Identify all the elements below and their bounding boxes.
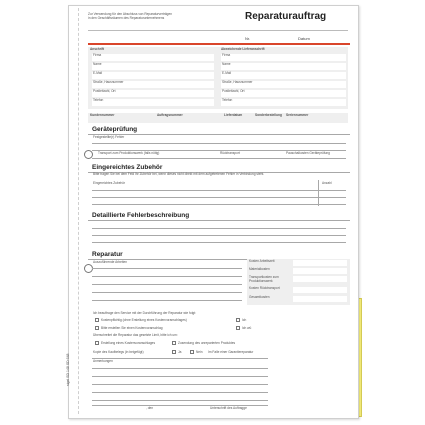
checkbox-ja[interactable] — [172, 350, 176, 354]
cost-input — [293, 287, 347, 293]
cost-label: Transportkosten zum Produktionswerk — [249, 275, 279, 283]
remark-line — [92, 368, 268, 369]
zubehoer-item-label: Eingereichtes Zubehör — [93, 181, 126, 185]
label-kostenvoranschlag: Bitte erstellen Sie einen Kostenvoranschlag — [101, 325, 163, 330]
customer-field-input — [92, 99, 214, 106]
cost-input — [293, 276, 347, 282]
delivery-field-label: Name — [222, 62, 231, 66]
zubehoer-note: Bitte tragen Sie bei dem Feld Ihr Zubehör bei, wenn dieses nicht direkt mit dem aufgetretenen Fehler in Verbindung steht. — [93, 172, 265, 176]
delivery-field-label: Straße, Hausnummer — [222, 80, 253, 84]
garantie-text: Im Falle einer Garantiereparatur — [208, 350, 254, 354]
checkbox-ich-wuensche[interactable] — [236, 326, 240, 330]
label-kostenpflichtig: Kostenpflichtig (ohne Erstellung eines Kostenvoranschlages) — [101, 317, 187, 322]
signature-label: Unterschrift des Auftragge — [210, 406, 247, 410]
geraet-rule — [88, 134, 350, 135]
fehler-line — [92, 228, 346, 229]
cost-input — [293, 268, 347, 274]
checkbox-nein[interactable] — [190, 350, 194, 354]
reparatur-left-label: Auszuführende Arbeiten — [93, 260, 128, 264]
geraet-option-ruecktransport: Rücktransport — [220, 151, 240, 155]
number-field-label: Auftragsnummer — [157, 113, 183, 117]
reparatur-line — [92, 300, 242, 301]
zubehoer-count-label: Anzahl — [322, 181, 332, 185]
remark-line — [92, 392, 268, 393]
checkbox-erstellung-kv[interactable] — [95, 341, 99, 345]
reparatur-line — [92, 292, 242, 293]
reparatur-title: Reparatur — [92, 251, 123, 258]
checkbox-kostenpflichtig[interactable] — [95, 318, 99, 322]
label-ich: Ich — [242, 317, 247, 322]
checkbox-zusendung[interactable] — [172, 341, 176, 345]
label-nein: Nein — [196, 350, 203, 354]
datum-label: Datum — [298, 36, 310, 41]
fehler-line — [92, 235, 346, 236]
zubehoer-title: Eingereichtes Zubehör — [92, 164, 163, 171]
geraet-title: Geräteprüfung — [92, 126, 138, 133]
signature-line — [92, 405, 268, 406]
checkbox-ich[interactable] — [236, 318, 240, 322]
geraet-option-pauschal: Pauschalkosten Geräteprüfung — [286, 151, 330, 155]
reparatur-line — [92, 276, 242, 277]
accent-rule — [88, 43, 350, 45]
cost-label: Kosten Rücktransport — [249, 286, 280, 290]
delivery-field-label: E-Mail — [222, 71, 232, 75]
cost-input — [293, 260, 347, 266]
geraet-line-c — [92, 158, 346, 159]
header-line — [88, 30, 348, 31]
customer-field-input — [92, 72, 214, 79]
fehler-title: Detaillierte Fehlerbeschreibung — [92, 212, 190, 219]
customer-left-heading: Anschrift — [90, 47, 104, 51]
number-field-label: Sonderbestellung — [255, 113, 282, 117]
reparatur-line — [92, 268, 242, 269]
remark-line — [92, 384, 268, 385]
checkbox-kostenvoranschlag[interactable] — [95, 326, 99, 330]
cost-label: Gesamtkosten — [249, 295, 270, 299]
geraet-line-a — [92, 143, 346, 144]
zubehoer-divider — [318, 180, 319, 206]
page-title: Reparaturauftrag — [245, 11, 327, 22]
delivery-field-label: Telefon — [222, 98, 233, 102]
side-brand-text: sigel SD 148 SD 648 — [66, 353, 70, 386]
customer-field-input — [92, 63, 214, 70]
customer-right-heading: Abweichende Lieferanschrift — [221, 47, 265, 51]
customer-field-label: Firma — [93, 53, 102, 57]
place-date-label: , den — [146, 406, 154, 410]
delivery-field-input — [221, 99, 346, 106]
remarks-label: Anmerkungen — [93, 359, 113, 363]
cost-label: Materialkosten — [249, 267, 270, 271]
label-ja: Ja — [178, 350, 182, 354]
customer-field-label: Name — [93, 62, 102, 66]
delivery-field-input — [221, 72, 346, 79]
kaufbeleg-text: Kopie des Kaufbelegs (in beigefügt) — [93, 350, 144, 354]
customer-field-label: E-Mail — [93, 71, 103, 75]
customer-field-input — [92, 54, 214, 61]
zubehoer-line — [92, 197, 346, 198]
customer-field-label: Postleitzahl, Ort — [93, 89, 116, 93]
remark-line — [92, 376, 268, 377]
delivery-field-input — [221, 54, 346, 61]
intro-text-2: in den Geschäftsräumen des Reparaturunternehmens — [88, 16, 165, 20]
numbers-row — [88, 113, 348, 123]
fehler-line — [92, 242, 346, 243]
bottom-instruction: Ich beauftrage den Service mit der Durchführung der Reparatur wie folgt: — [93, 311, 196, 315]
number-field-label: Seriennummer — [286, 113, 309, 117]
intro-text-1: Zur Verwendung für den Abschluss von Reparaturverträgen — [88, 12, 172, 16]
number-field-label: Lieferdatum — [224, 113, 243, 117]
fehler-rule — [88, 220, 350, 221]
zubehoer-line — [92, 190, 346, 191]
geraet-fehler-label: Festgestellte(r) Fehler — [93, 135, 125, 139]
remark-line — [92, 400, 268, 401]
cost-label: Kosten Arbeitszeit — [249, 259, 275, 263]
label-zusendung: Zusendung des unreparierten Produktes — [178, 340, 236, 345]
label-erstellung-kv: Erstellung eines Kostenvoranschlages — [101, 340, 156, 345]
perforation-line — [78, 8, 79, 414]
label-ich-wuensche: Ich wü — [242, 325, 252, 330]
bottom-rule-a — [92, 358, 268, 359]
reparatur-line — [92, 284, 242, 285]
delivery-field-label: Postleitzahl, Ort — [222, 89, 245, 93]
cost-input — [293, 296, 347, 302]
geraet-option-transport: Transport zum Produktionswerk (falls nötig) — [98, 151, 160, 155]
delivery-field-input — [221, 63, 346, 70]
nr-label: Nr. — [245, 36, 251, 41]
zubehoer-line — [92, 204, 346, 205]
number-field-label: Kundennummer — [90, 113, 115, 117]
delivery-field-label: Firma — [222, 53, 231, 57]
customer-field-label: Straße, Hausnummer — [93, 80, 124, 84]
limit-text: Überschreitet die Reparatur das gesetzte Limit, bitte ich um: — [93, 333, 178, 337]
customer-field-label: Telefon — [93, 98, 104, 102]
